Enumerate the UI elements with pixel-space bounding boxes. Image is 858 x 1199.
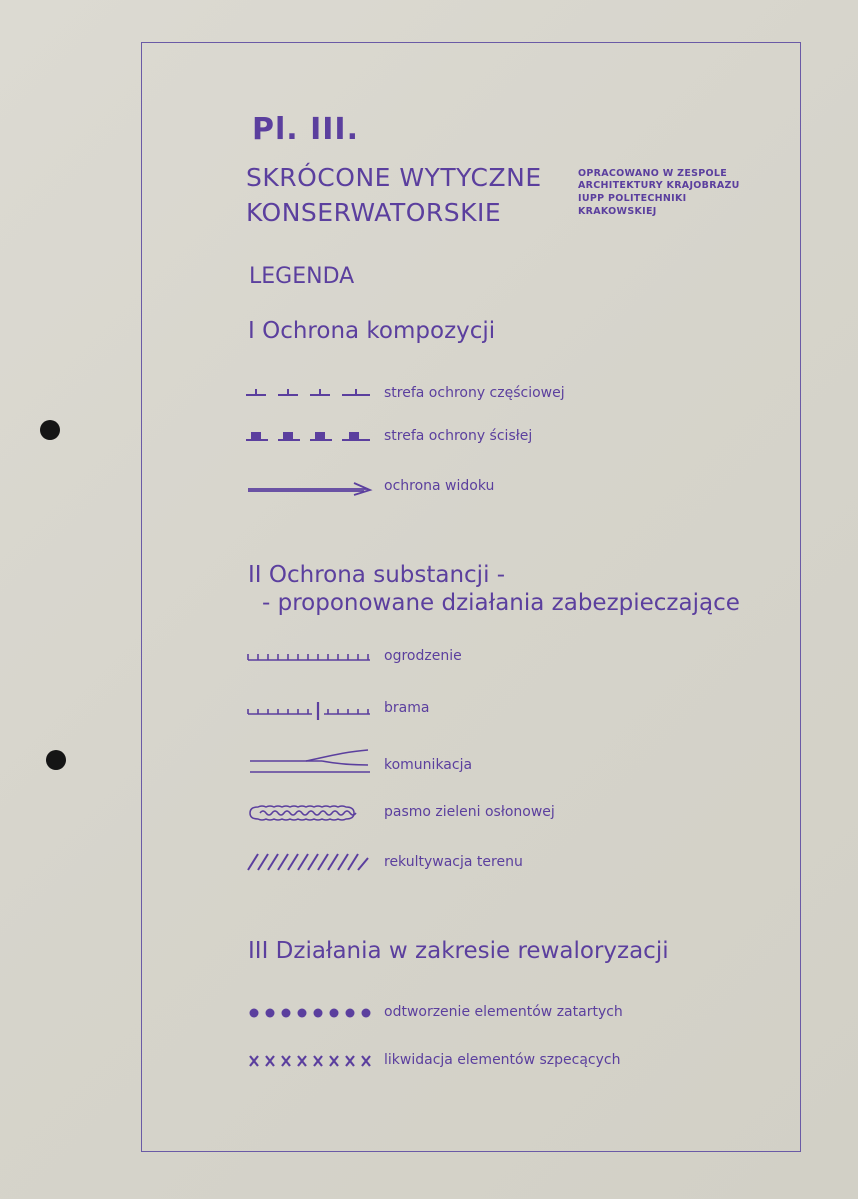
- legend-label-land-reclamation: rekultywacja terenu: [384, 854, 523, 870]
- section-2-heading-line-2: - proponowane działania zabezpieczające: [262, 590, 740, 616]
- credit-line-1: OPRACOWANO W ZESPOLE: [578, 168, 728, 179]
- fence-line-icon: [246, 650, 376, 664]
- legend-label-transport: komunikacja: [384, 757, 473, 773]
- legend-label-remove-elements: likwidacja elementów szpecących: [384, 1052, 621, 1068]
- dash-block-line-icon: [246, 430, 376, 444]
- legend-label-partial-protection: strefa ochrony częściowej: [384, 385, 565, 401]
- legend-label-strict-protection: strefa ochrony ścisłej: [384, 428, 533, 444]
- arrow-line-icon: [246, 480, 376, 496]
- wavy-band-icon: [246, 804, 376, 822]
- credit-line-3: IUPP POLITECHNIKI: [578, 193, 687, 204]
- section-3-heading: III Działania w zakresie rewaloryzacji: [248, 938, 669, 964]
- dash-tick-line-icon: [246, 386, 376, 400]
- credit-line-4: KRAKOWSKIEJ: [578, 206, 657, 217]
- road-lines-icon: [246, 748, 376, 776]
- plate-number: Pl. III.: [252, 112, 359, 147]
- title-line-2: KONSERWATORSKIE: [246, 198, 502, 227]
- hatch-lines-icon: [246, 852, 376, 872]
- legend-label-gate: brama: [384, 700, 430, 716]
- title-line-1: SKRÓCONE WYTYCZNE: [246, 163, 542, 192]
- gate-line-icon: [246, 700, 376, 722]
- section-1-heading: I Ochrona kompozycji: [248, 318, 496, 344]
- punch-hole-top: [40, 420, 60, 440]
- section-2-heading-line-1: II Ochrona substancji -: [248, 562, 506, 588]
- legend-label-restore-elements: odtworzenie elementów zatartych: [384, 1004, 623, 1020]
- credit-line-2: ARCHITEKTURY KRAJOBRAZU: [578, 180, 740, 191]
- legend-heading: LEGENDA: [249, 264, 355, 289]
- x-row-icon: [246, 1053, 378, 1069]
- punch-hole-bottom: [46, 750, 66, 770]
- dot-row-icon: [246, 1005, 378, 1021]
- legend-label-view-protection: ochrona widoku: [384, 478, 495, 494]
- legend-label-green-belt: pasmo zieleni osłonowej: [384, 804, 555, 820]
- legend-label-fence: ogrodzenie: [384, 648, 462, 664]
